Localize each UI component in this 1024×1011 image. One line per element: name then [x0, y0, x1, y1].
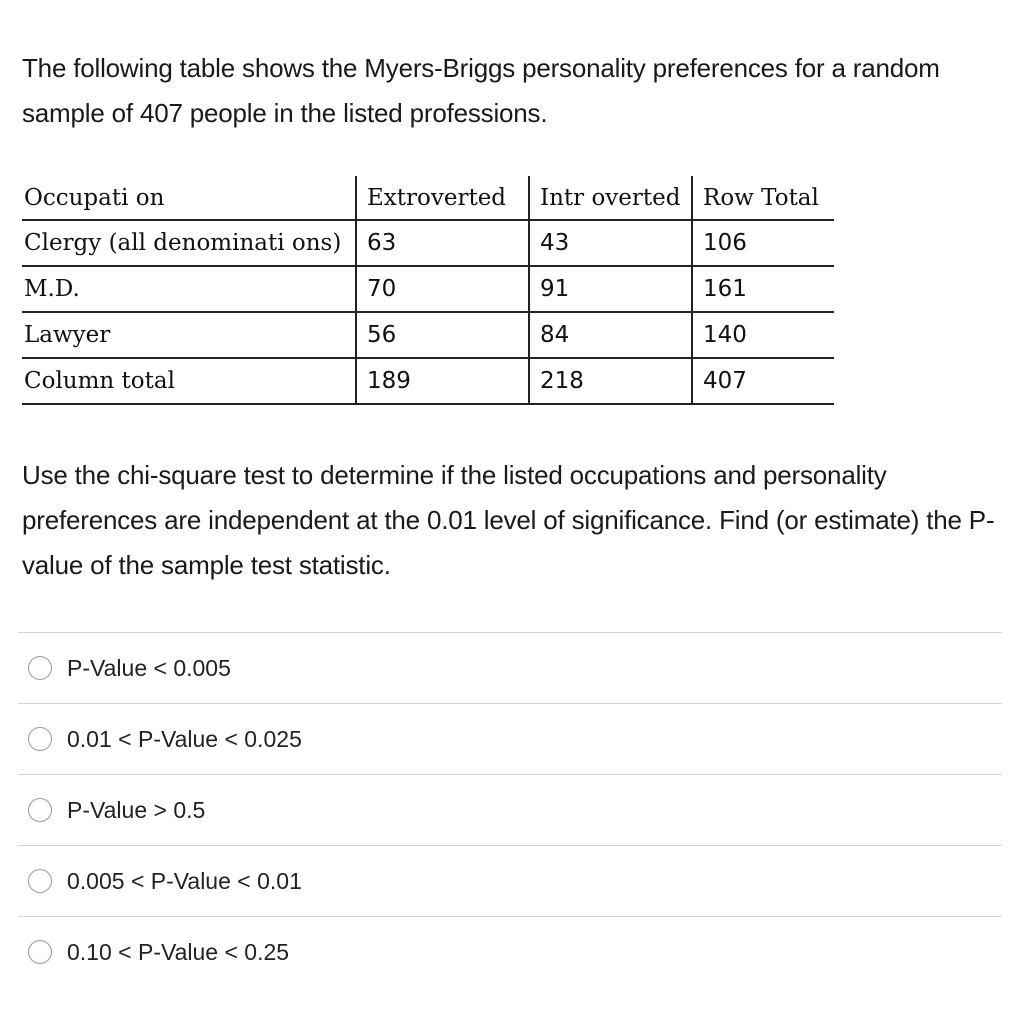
option-label: 0.01 < P-Value < 0.025 [67, 725, 302, 752]
header-introverted: Intr overted [529, 176, 692, 220]
option-label: 0.005 < P-Value < 0.01 [67, 867, 302, 894]
radio-button[interactable] [28, 798, 52, 822]
header-row-total: Row Total [692, 176, 834, 220]
cell-row-total: 140 [692, 312, 834, 358]
header-extroverted: Extroverted [356, 176, 529, 220]
cell-occupation: Clergy (all denominati ons) [22, 220, 356, 266]
header-occupation: Occupati on [22, 176, 356, 220]
radio-button[interactable] [28, 869, 52, 893]
contingency-table [22, 176, 834, 405]
table-row [22, 358, 834, 404]
cell-occupation: Lawyer [22, 312, 356, 358]
cell-introverted: 84 [529, 312, 692, 358]
cell-extroverted: 189 [356, 358, 529, 404]
option-label: 0.10 < P-Value < 0.25 [67, 938, 290, 965]
answer-option[interactable] [18, 774, 1002, 845]
option-label: P-Value > 0.5 [67, 796, 206, 823]
cell-occupation: M.D. [22, 266, 356, 312]
cell-extroverted: 70 [356, 266, 529, 312]
radio-button[interactable] [28, 727, 52, 751]
cell-row-total: 161 [692, 266, 834, 312]
answer-option[interactable] [18, 632, 1002, 703]
intro-text: The following table shows the Myers-Briggs personality preferences for a random sample of 407 people in the listed professions. [22, 53, 940, 128]
cell-introverted: 43 [529, 220, 692, 266]
radio-button[interactable] [28, 940, 52, 964]
cell-introverted: 218 [529, 358, 692, 404]
table-row [22, 312, 834, 358]
answer-option[interactable] [18, 916, 1002, 987]
option-label: P-Value < 0.005 [67, 654, 231, 681]
table-row [22, 220, 834, 266]
table-row [22, 266, 834, 312]
answer-option[interactable] [18, 703, 1002, 774]
cell-extroverted: 63 [356, 220, 529, 266]
cell-row-total: 407 [692, 358, 834, 404]
cell-introverted: 91 [529, 266, 692, 312]
radio-button[interactable] [28, 656, 52, 680]
cell-extroverted: 56 [356, 312, 529, 358]
answer-options [18, 632, 1002, 987]
data-table-container [22, 176, 834, 405]
question-text: Use the chi-square test to determine if the listed occupations and personality preferences are independent at the 0.01 level of significance. Find (or estimate) the P-value of the sample test statistic. [22, 460, 995, 580]
answer-option[interactable] [18, 845, 1002, 916]
table-header-row [22, 176, 834, 220]
cell-occupation: Column total [22, 358, 356, 404]
cell-row-total: 106 [692, 220, 834, 266]
